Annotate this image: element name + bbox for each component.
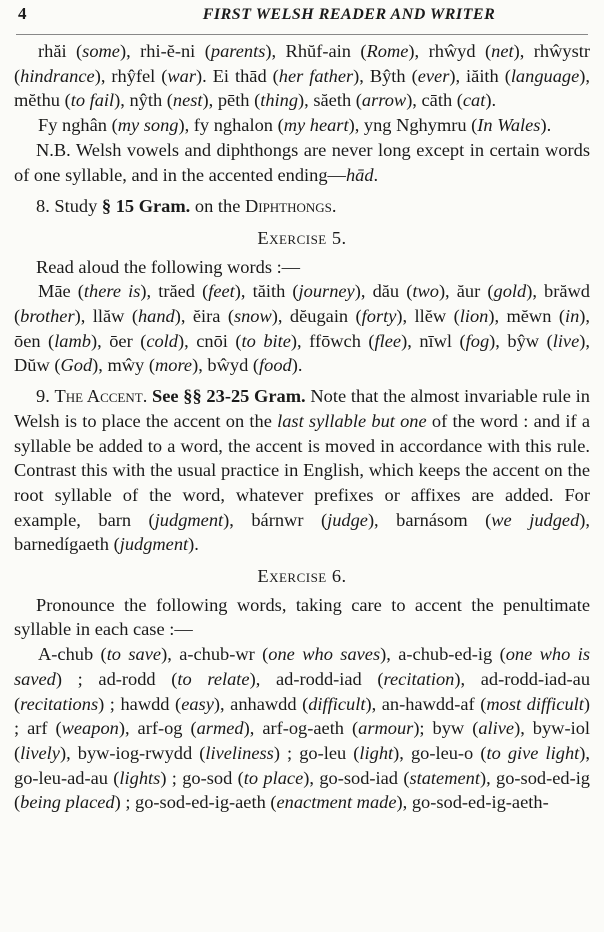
page-body xyxy=(14,39,590,815)
exercise-5-word-list xyxy=(14,279,590,378)
exercise-6-intro xyxy=(14,593,590,642)
exercise-5-intro-text: Read aloud the following words :— xyxy=(36,256,301,277)
paragraph-diphthong-examples xyxy=(14,39,590,113)
exercise-6-heading: Exercise 6. xyxy=(257,566,347,587)
running-title: FIRST WELSH READER AND WRITER xyxy=(202,6,496,23)
header-rule xyxy=(16,34,588,35)
diphthong-examples-text: rhăi (some), rhi-ĕ-ni (parents), Rhŭf-ain (Rome), rhŵyd (net), rhŵystr (hindrance), rhŷfel (war). Ei thād (her father), Bŷth (ever), iăith (language), mĕthu (to fail), nŷth (nest), pēth (thing), săeth (arrow), cāth (cat). xyxy=(14,41,590,111)
paragraph-section-8 xyxy=(14,194,590,219)
nb-note-text: N.B. Welsh vowels and diphthongs are never long except in certain words of one syllable, and in the accented ending—hād. xyxy=(14,139,590,185)
section-8-text: 8. Study § 15 Gram. on the Diphthongs. xyxy=(36,196,337,217)
paragraph-section-9 xyxy=(14,384,590,557)
page-header xyxy=(18,4,590,34)
exercise-6-intro-text: Pronounce the following words, taking care to accent the penultimate syllable in each case :— xyxy=(14,594,590,640)
paragraph-nasal-examples xyxy=(14,113,590,138)
page-number: 4 xyxy=(18,4,27,23)
nasal-examples-text: Fy nghân (my song), fy nghalon (my heart), yng Nghymru (In Wales). xyxy=(38,115,552,136)
exercise-5-intro xyxy=(14,255,590,280)
exercise-5-words-text: Māe (there is), trăed (feet), tăith (journey), dău (two), ăur (gold), brăwd (brother), llăw (hand), ĕira (snow), dĕugain (forty), llĕw (lion), mĕwn (in), ōen (lamb), ōer (cold), cnōi (to bite), ffōwch (flee), nīwl (fog), bŷw (live), Dŭw (God), mŵy (more), bŵyd (food). xyxy=(14,281,590,376)
exercise-5-heading: Exercise 5. xyxy=(257,227,347,248)
exercise-6-words-text: A-chub (to save), a-chub-wr (one who saves), a-chub-ed-ig (one who is saved) ; ad-rodd (to relate), ad-rodd-iad (recitation), ad-rodd-iad-au (recitations) ; hawdd (easy), anhawdd (difficult), an-hawdd-af (most difficult) ; arf (weapon), arf-og (armed), arf-og-aeth (armour); byw (alive), byw-iol (lively), byw-iog-rwydd (liveliness) ; go-leu (light), go-leu-o (to give light), go-leu-ad-au (lights) ; go-sod (to place), go-sod-iad (statement), go-sod-ed-ig (being placed) ; go-sod-ed-ig-aeth (enactment made), go-sod-ed-ig-aeth- xyxy=(14,644,591,813)
paragraph-nb-note xyxy=(14,138,590,187)
section-9-text: 9. The Accent. See §§ 23-25 Gram. Note that the almost invariable rule in Welsh is to place the accent on the last syllable but one of the word : and if a syllable be added to a word, the accent is moved in accordance with this rule. Contrast this with the usual practice in English, which keeps the accent on the root syllable of the word, whatever prefixes or affixes are added. For example, barn (judgment), bárnwr (judge), barnásom (we judged), barnedígaeth (judgment). xyxy=(14,386,591,555)
exercise-6-word-list xyxy=(14,642,590,815)
